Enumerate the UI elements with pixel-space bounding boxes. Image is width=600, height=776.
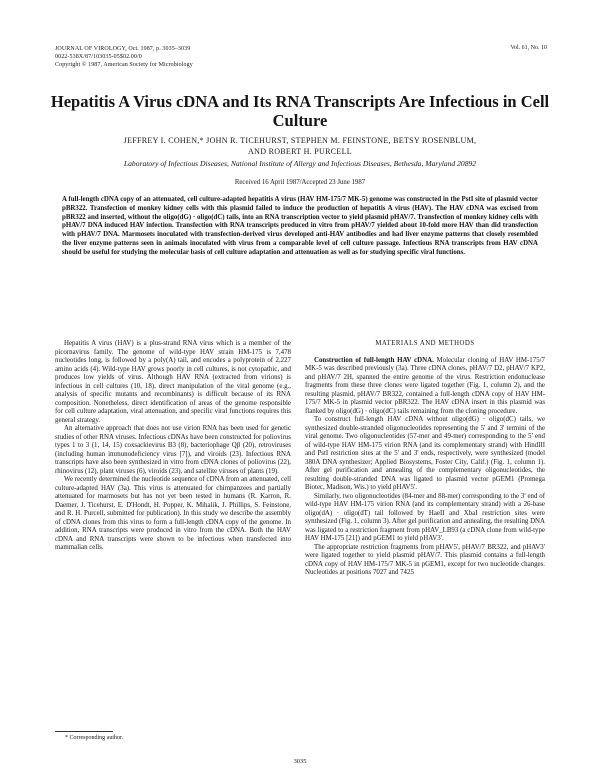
intro-paragraph: We recently determined the nucleotide sequence of cDNA from an attenuated, cell culture-adapted HAV (3a). This virus is attenuated for chimpanzees and partially attenuated for marmosets but has not yet been tested in humans (R. Karron, R. Daemer, J. Ticehurst, E. D'Hondt, H. Popper, K. Mihalik, J. Phillips, S. Feinstone, and R. H. Purcell, submitted for publication). In this study we describe the assembly of cDNA clones from this virus to form a full-length cDNA copy of the genome. In addition, RNA transcripts were produced in vitro from the cDNA. Both the HAV cDNA and RNA transcripts were shown to be infectious when transfected into mammalian cells. [55, 476, 291, 551]
author-line-2: AND ROBERT H. PURCELL [248, 147, 352, 156]
journal-citation: JOURNAL OF VIROLOGY, Oct. 1987, p. 3035–3039 [55, 46, 191, 52]
article-title: Hepatitis A Virus cDNA and Its RNA Transcripts Are Infectious in Cell Culture [50, 92, 550, 130]
journal-copyright: Copyright © 1987, American Society for Microbiology [55, 62, 193, 68]
intro-column [55, 340, 291, 553]
author-list [40, 135, 560, 157]
abstract: A full-length cDNA copy of an attenuated, cell culture-adapted hepatitis A virus (HAV HM-175/7 MK-5) genome was constructed in the PstI site of plasmid vector pBR322. Transfection of monkey kidney cells with this plasmid failed to induce the production of hepatitis A virus (HAV). The HAV cDNA was excised from pBR322 and inserted, without the oligo(dG) · oligo(dC) tails, into an RNA transcription vector to yield plasmid pHAV/7. Transfection of monkey kidney cells with pHAV/7 DNA induced HAV infection. Transfection with RNA transcripts produced in vitro from pHAV/7 yielded about 10-fold more HAV than did transfection with pHAV/7 DNA. Marmosets inoculated with transfection-derived virus developed anti-HAV antibodies and had liver enzyme patterns that closely resembled the liver enzyme patterns seen in animals inoculated with virus from a comparable level of cell culture passage. Infectious RNA transcripts from HAV cDNA should be useful for studying the molecular basis of cell culture adaptation and attenuation as well as for studying specific viral functions. [62, 196, 538, 256]
intro-paragraph: Hepatitis A virus (HAV) is a plus-strand RNA virus which is a member of the picornavirus family. The genome of wild-type HAV strain HM-175 is 7,478 nucleotides long, is followed by a poly(A) tail, and encodes a polyprotein of 2,227 amino acids (4). Wild-type HAV grows poorly in cell cultures, is not cytopathic, and produces low yields of virus. Although HAV RNA (extracted from virions) is infectious in cell cultures (10, 18), direct manipulation of the viral genome (e.g., analysis of specific mutants and recombinants) is difficult because of its RNA composition. Nonetheless, direct identification of areas of the genome responsible for cell culture adaptation, viral attenuation, and specific viral functions requires this general strategy. [55, 340, 291, 424]
affiliation: Laboratory of Infectious Diseases, National Institute of Allergy and Infectious Diseases, Bethesda, Maryland 20892 [123, 159, 477, 168]
methods-column [305, 340, 545, 578]
volume-info: Vol. 61, No. 10 [510, 45, 547, 51]
journal-issn: 0022-538X/87/103035-05$02.00/0 [55, 54, 142, 60]
journal-header [55, 45, 355, 69]
section-heading: MATERIALS AND METHODS [375, 340, 475, 347]
methods-paragraph: To construct full-length HAV cDNA without oligo(dG) · oligo(dC) tails, we synthesized double-stranded oligonucleotides representing the 5' and 3' termini of the viral genome. Two oligonucleotides (57-mer and 49-mer) corresponding to the 5' end of wild-type HAV HM-175 virion RNA (and its complementary strand) with HindIII and PstI restriction sites at the 5' and 3' ends, respectively, were synthesized (model 380A DNA synthesizer; Applied Biosystems, Foster City, Calif.) (Fig. 1, column 1). After gel purification and annealing of the complementary oligonucleotides, the resulting double-stranded DNA was ligated to plasmid vector pGEM1 (Promega Biotec, Madison, Wis.) to yield pHAV5'. [305, 416, 545, 491]
methods-paragraph: Similarly, two oligonucleotides (84-mer and 88-mer) corresponding to the 3' end of wild-type HAV HM-175 virion RNA (and its complementary strand) with a 26-base oligo(dA) · oligo(dT) tail followed by HaeII and XbaI restriction sites were synthesized (Fig. 1, column 3). After gel purification and annealing, the resulting DNA was ligated to a restriction fragment from pHAV_LB93 (a cDNA clone from wild-type HAV HM-175 [21]) and pGEM1 to yield pHAV3'. [305, 492, 545, 542]
received-dates: Received 16 April 1987/Accepted 23 June 1987 [234, 179, 366, 186]
methods-paragraph-text: Molecular cloning of HAV HM-175/7 MK-5 was described previously (3a). Three cDNA clones, pHAV/7 D2, pHAV/7 KP2, and pHAV/7 2H, spanned the entire genome of the virus. Restriction endonuclease fragments from these three clones were ligated together (Fig. 1, column 2), and the resulting plasmid, pHAV/7 BR322, contained a full-length cDNA copy of HAV HM-175/7 MK-5 in plasmid vector pBR322. The HAV cDNA insert in this plasmid was flanked by oligo(dG) · oligo(dC) tails remaining from the cloning procedure. [305, 356, 545, 415]
footnote: * Corresponding author. [65, 735, 124, 741]
methods-paragraph: The appropriate restriction fragments from pHAV5', pHAV/7 BR322, and pHAV3' were ligated together to yield plasmid pHAV/7. This plasmid contains a full-length cDNA copy of HAV HM-175/7 MK-5 in pGEM1, except for two nucleotide changes. Nucleotides at positions 7027 and 7425 [305, 543, 545, 576]
footnote-divider [55, 731, 113, 732]
subsection-run-in-heading: Construction of full-length HAV cDNA. [314, 356, 434, 364]
methods-paragraph [305, 357, 545, 417]
page-number: 3035 [293, 758, 307, 765]
intro-paragraph: An alternative approach that does not use virion RNA has been used for genetic studies of other RNA viruses. Infectious cDNAs have been constructed for poliovirus types 1 to 3 (1, 14, 15) coxsackievirus B3 (8), bacteriophage Qβ (20), retroviruses (including human immunodeficiency virus [7]), and viroids (23). Infectious RNA transcripts have also been synthesized in vitro from cDNA clones of poliovirus (22), rhinovirus (12), plant viruses (6), viroids (23), and satellite viruses of plants (19). [55, 425, 291, 475]
author-line-1: JEFFREY I. COHEN,* JOHN R. TICEHURST, STEPHEN M. FEINSTONE, BETSY ROSENBLUM, [123, 136, 477, 145]
